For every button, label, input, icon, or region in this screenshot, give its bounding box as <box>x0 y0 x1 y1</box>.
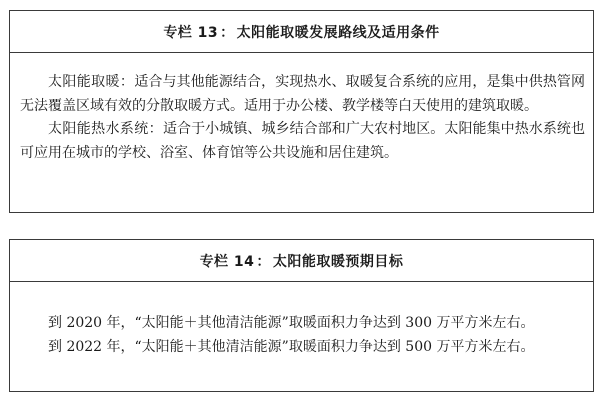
column-13-title <box>10 11 593 53</box>
paragraph-solar-heating <box>20 71 585 118</box>
term-solar-hot-water: 太阳能热水系统： <box>48 121 163 137</box>
column-14-body <box>10 282 593 359</box>
text-solar-hot-water: 适合于小城镇、城乡结合部和广大农村地区。太阳能集中热水系统也可应用在城市的学校、浴室、体育馆等公共设施和居住建筑。 <box>20 121 585 161</box>
column-13-heading: 太阳能取暖发展路线及适用条件 <box>236 24 440 41</box>
target-2020: 到 2020 年，“太阳能＋其他清洁能源”取暖面积力争达到 300 万平方米左右。 <box>48 315 535 331</box>
column-box-13 <box>9 10 594 213</box>
term-solar-heating: 太阳能取暖： <box>48 74 135 90</box>
column-14-title-separator: ： <box>256 253 271 270</box>
column-13-number: 专栏 13 <box>163 24 219 41</box>
column-box-14 <box>9 239 594 392</box>
target-2022: 到 2022 年，“太阳能＋其他清洁能源”取暖面积力争达到 500 万平方米左右。 <box>48 338 535 355</box>
column-14-number: 专栏 14 <box>199 253 255 270</box>
column-14-title <box>10 240 593 282</box>
paragraph-solar-hot-water <box>20 118 585 165</box>
column-14-heading: 太阳能取暖预期目标 <box>272 253 404 270</box>
text-solar-heating: 适合与其他能源结合，实现热水、取暖复合系统的应用，是集中供热管网无法覆盖区域有效的分散取暖方式。适用于办公楼、教学楼等白天使用的建筑取暖。 <box>20 74 585 114</box>
column-13-title-separator: ： <box>220 24 235 41</box>
column-13-body <box>10 53 593 165</box>
